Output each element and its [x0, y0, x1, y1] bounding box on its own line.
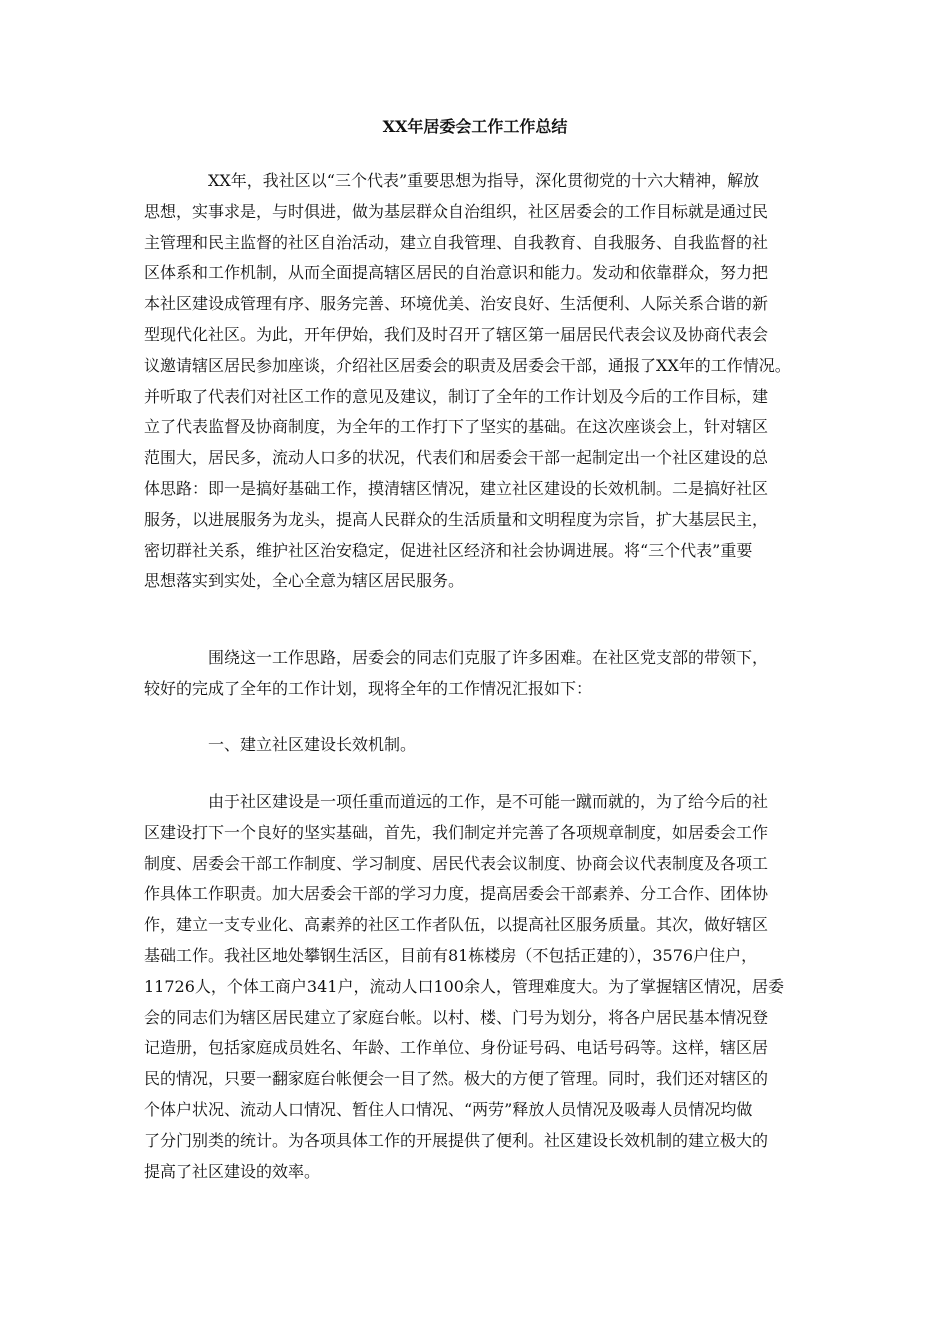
paragraph-mechanism	[144, 787, 814, 1187]
paragraph-line: 并听取了代表们对社区工作的意见及建议，制订了全年的工作计划及今后的工作目标，建	[144, 386, 769, 406]
paragraph-line: 思想落实到实处，全心全意为辖区居民服务。	[144, 571, 465, 591]
paragraph-line: 本社区建设成管理有序、服务完善、环境优美、治安良好、生活便利、人际关系合谐的新	[144, 294, 769, 314]
paragraph-line: XX年，我社区以“三个代表”重要思想为指导，深化贯彻党的十六大精神，解放	[208, 171, 760, 190]
paragraph-line: 区体系和工作机制，从而全面提高辖区居民的自治意识和能力。发动和依靠群众，努力把	[144, 263, 769, 283]
document-title: XX年居委会工作工作总结	[382, 117, 568, 136]
paragraph-line: 提高了社区建设的效率。	[144, 1161, 321, 1181]
paragraph-line: 作，建立一支专业化、高素养的社区工作者队伍，以提高社区服务质量。其次，做好辖区	[144, 915, 769, 935]
paragraph-line: 11726人，个体工商户341户，流动人口100余人，管理难度大。为了掌握辖区情况，居委	[144, 976, 784, 996]
paragraph-line: 区建设打下一个良好的坚实基础，首先，我们制定并完善了各项规章制度，如居委会工作	[144, 822, 769, 842]
paragraph-line: 型现代化社区。为此，开年伊始，我们及时召开了辖区第一届居民代表会议及协商代表会	[144, 324, 769, 344]
paragraph-line: 民的情况，只要一翻家庭台帐便会一目了然。极大的方便了管理。同时，我们还对辖区的	[144, 1069, 769, 1089]
paragraph-line: 制度、居委会干部工作制度、学习制度、居民代表会议制度、协商会议代表制度及各项工	[144, 853, 769, 873]
paragraph-line: 个体户状况、流动人口情况、暂住人口情况、“两劳”释放人员情况及吸毒人员情况均做	[144, 1099, 753, 1119]
paragraph-line: 体思路：即一是搞好基础工作，摸清辖区情况，建立社区建设的长效机制。二是搞好社区	[144, 478, 769, 498]
paragraph-line: 密切群社关系，维护社区治安稳定，促进社区经济和社会协调进展。将“三个代表”重要	[144, 540, 753, 560]
paragraph-intro	[144, 166, 814, 597]
paragraph-line: 基础工作。我社区地处攀钢生活区，目前有81栋楼房（不包括正建的），3576户住户，	[144, 945, 758, 965]
paragraph-line: 主管理和民主监督的社区自治活动，建立自我管理、自我教育、自我服务、自我监督的社	[144, 232, 769, 252]
paragraph-line: 会的同志们为辖区居民建立了家庭台帐。以村、楼、门号为划分，将各户居民基本情况登	[144, 1007, 769, 1027]
section-heading-1	[144, 730, 814, 761]
paragraph-line: 思想，实事求是，与时俱进，做为基层群众自治组织，社区居委会的工作目标就是通过民	[144, 201, 769, 221]
paragraph-line: 议邀请辖区居民参加座谈，介绍社区居委会的职责及居委会干部，通报了XX年的工作情况。	[144, 355, 791, 375]
paragraph-line: 较好的完成了全年的工作计划，现将全年的工作情况汇报如下：	[144, 678, 593, 698]
paragraph-line: 由于社区建设是一项任重而道远的工作，是不可能一蹴而就的，为了给今后的社	[208, 792, 769, 811]
paragraph-approach	[144, 643, 814, 705]
paragraph-line: 立了代表监督及协商制度，为全年的工作打下了坚实的基础。在这次座谈会上，针对辖区	[144, 417, 769, 437]
paragraph-line: 作具体工作职责。加大居委会干部的学习力度，提高居委会干部素养、分工合作、团体协	[144, 884, 769, 904]
paragraph-line: 范围大，居民多，流动人口多的状况，代表们和居委会干部一起制定出一个社区建设的总	[144, 448, 769, 468]
paragraph-line: 服务，以进展服务为龙头，提高人民群众的生活质量和文明程度为宗旨，扩大基层民主，	[144, 509, 769, 529]
paragraph-line: 记造册，包括家庭成员姓名、年龄、工作单位、身份证号码、电话号码等。这样，辖区居	[144, 1038, 769, 1058]
paragraph-line: 了分门别类的统计。为各项具体工作的开展提供了便利。社区建设长效机制的建立极大的	[144, 1130, 769, 1150]
section-heading-line: 一、建立社区建设长效机制。	[208, 735, 417, 754]
paragraph-line: 围绕这一工作思路，居委会的同志们克服了许多困难。在社区党支部的带领下，	[208, 648, 769, 667]
